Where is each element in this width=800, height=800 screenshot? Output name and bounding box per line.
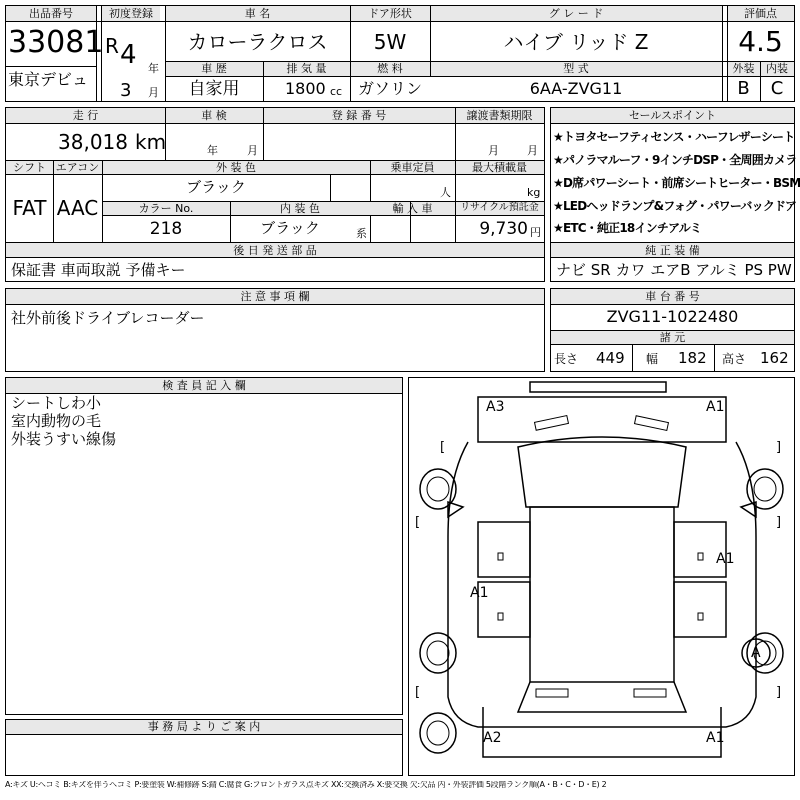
sales-points-title: セールスポイント: [628, 109, 716, 122]
month-unit: 月: [148, 86, 159, 99]
mark-top-right: A1: [706, 399, 725, 415]
grade-label: グ レ ー ド: [548, 7, 604, 20]
mark-wheel: A: [751, 645, 761, 661]
door-type-label: ドア形状: [368, 7, 412, 20]
inspection-label: 車 検: [201, 109, 227, 122]
bracket-left: [: [415, 515, 421, 530]
car-diagram: [408, 377, 795, 776]
interior-label: 内装: [766, 62, 788, 75]
height: 162: [760, 349, 789, 367]
model-code: 6AA-ZVG11: [529, 79, 623, 98]
era: R: [105, 34, 119, 58]
inspector-note: シートしわ小: [11, 394, 102, 412]
sales-point-item: ★D席パワーシート・前席シートヒーター・BSM: [553, 176, 800, 190]
inspection-year-unit: 年: [207, 144, 218, 157]
height-label: 高さ: [722, 352, 747, 366]
model-code-label: 型 式: [563, 62, 589, 75]
history-label: 車 歴: [201, 62, 227, 75]
chassis-number: ZVG11-1022480: [606, 307, 739, 326]
mark-bottom-right: A1: [706, 730, 725, 746]
notes-text: 社外前後ドライブレコーダー: [11, 309, 205, 327]
exterior-grade: B: [737, 78, 750, 99]
transfer-deadline-label: 譲渡書類期限: [466, 109, 533, 122]
notes-title: 注 意 事 項 欄: [240, 290, 310, 303]
grade: ハイブ リッド Z: [503, 30, 649, 54]
year-unit: 年: [148, 62, 159, 75]
int-color: ブラック: [260, 219, 320, 237]
length: 449: [596, 349, 625, 367]
later-parts-title: 後 日 発 送 部 品: [233, 244, 317, 257]
person-unit: 人: [440, 186, 451, 199]
bracket-right: ]: [776, 440, 782, 455]
score-label: 評価点: [744, 7, 777, 20]
inspector-note: 外装うすい線傷: [11, 430, 117, 448]
ext-color: ブラック: [186, 178, 246, 196]
bracket-right: ]: [776, 515, 782, 530]
inspection-month-unit: 月: [247, 144, 258, 157]
reg-month: 3: [120, 80, 132, 101]
sales-point-item: ★パノラマルーフ・9インチDSP・全周囲カメラ: [553, 153, 797, 167]
dims-title: 諸 元: [659, 331, 686, 344]
interior-grade: C: [770, 78, 784, 99]
reg-number-label: 登 録 番 号: [331, 109, 387, 122]
displacement: 1800: [285, 79, 326, 98]
mark-right-door: A1: [716, 551, 735, 567]
bracket-left: [: [440, 440, 446, 455]
mileage: 38,018: [58, 130, 128, 154]
legend: A:キズ U:ヘコミ B:キズを伴うヘコミ P:要塗装 W:補修跡 S:錆 C:腐食 G:フロントガラス点キズ XX:交換済み X:要交換 欠:欠品 内・外装評価 5段階ランク順(A・B・C・D・E) 2: [5, 781, 607, 789]
aircon-label: エアコン: [55, 161, 100, 174]
recycle-fee: 9,730: [479, 219, 528, 239]
sales-point-item: ★LEDヘッドランプ&フォグ・パワーバックドア: [553, 199, 797, 213]
first-registration-label: 初度登録: [109, 7, 153, 20]
shift: FAT: [12, 196, 47, 220]
max-load-label: 最大積載量: [472, 161, 527, 174]
color-no: 218: [149, 219, 183, 239]
inspector-note: 室内動物の毛: [11, 412, 102, 430]
reg-year: 4: [120, 40, 137, 70]
fuel: ガソリン: [357, 79, 422, 98]
import-label: 輸 入 車: [392, 202, 433, 215]
color-no-label: カラー No.: [138, 202, 194, 215]
sales-point-item: ★トヨタセーフティセンス・ハーフレザーシート: [553, 130, 795, 144]
width: 182: [678, 349, 707, 367]
fuel-label: 燃 料: [377, 62, 403, 75]
displacement-label: 排 気 量: [286, 62, 327, 75]
car-name-label: 車 名: [244, 7, 271, 20]
equipment-text: ナビ SR カワ エアB アルミ PS PW: [556, 261, 792, 279]
office-title: 事 務 局 よ り ご 案 内: [147, 720, 261, 733]
recycle-unit: 円: [530, 226, 541, 239]
door-type: 5W: [373, 30, 407, 54]
kg-unit: kg: [527, 186, 541, 199]
history: 自家用: [188, 79, 240, 99]
mileage-unit: km: [135, 130, 167, 154]
shift-label: シフト: [13, 161, 46, 174]
lot-number-label: 出品番号: [29, 7, 73, 20]
score: 4.5: [738, 25, 783, 58]
int-color-label: 内 装 色: [280, 202, 320, 215]
sales-point-item: ★ETC・純正18インチアルミ: [553, 221, 702, 235]
aircon: AAC: [56, 196, 99, 220]
mark-top-left: A3: [486, 399, 505, 415]
ext-color-label: 外 装 色: [216, 161, 256, 174]
cc-unit: cc: [330, 85, 343, 98]
deadline-day-unit: 月: [527, 144, 538, 157]
mileage-label: 走 行: [72, 109, 99, 122]
length-label: 長さ: [554, 352, 579, 366]
exterior-label: 外装: [732, 62, 755, 75]
deadline-month-unit: 月: [488, 144, 499, 157]
later-parts-text: 保証書 車両取説 予備キー: [11, 261, 186, 279]
mark-bottom-left: A2: [483, 730, 502, 746]
inspector-title: 検 査 員 記 入 欄: [162, 379, 246, 392]
bracket-right: ]: [776, 685, 782, 700]
mark-left-door: A1: [470, 585, 489, 601]
debut-label: 東京デビュ: [8, 70, 89, 89]
series-unit: 系: [356, 227, 367, 240]
capacity-label: 乗車定員: [390, 161, 435, 174]
equipment-title: 純 正 装 備: [645, 244, 700, 257]
car-name: カローラクロス: [187, 30, 328, 54]
chassis-title: 車 台 番 号: [645, 290, 700, 303]
bracket-left: [: [415, 685, 421, 700]
recycle-label: リサイクル預託金: [460, 202, 539, 213]
width-label: 幅: [646, 352, 659, 366]
lot-number: 33081: [8, 25, 104, 60]
